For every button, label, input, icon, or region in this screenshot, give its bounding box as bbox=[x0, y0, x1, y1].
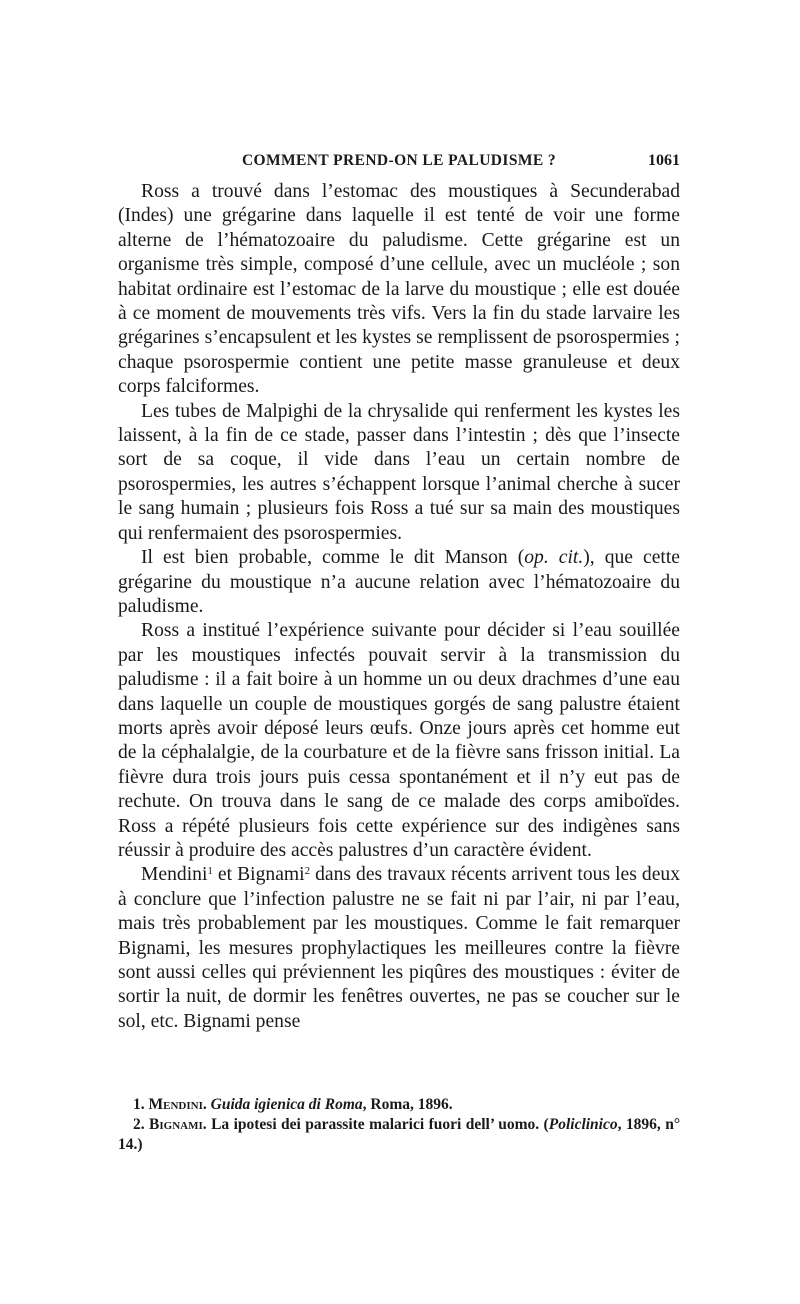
footnote-number: 1. bbox=[133, 1096, 145, 1113]
paragraph-text: dans des travaux récents arrivent tous les deux à conclure que l’infection palustre ne se fait ni par l’air, ni par l’eau, mais très probablement par les moustiques. Comme le fait remarquer Bignami, les mesures prophylactiques les meilleures contre la fièvre sont aussi celles qui préviennent les piqûres des moustiques : éviter de sortir la nuit, de dormir les fenêtres ouvertes, ne pas se coucher sur le sol, etc. Bignami pense bbox=[118, 864, 680, 1032]
footnote-reference: 1 bbox=[207, 865, 213, 878]
paragraph-mendini-bignami bbox=[118, 863, 680, 1034]
footnote-2 bbox=[118, 1115, 680, 1155]
paragraph-malpighi-tubes: Les tubes de Malpighi de la chrysalide qui renferment les kystes les laissent, à la fin de ce stade, passer dans l’intestin ; dès que l’insecte sort de sa coque, il vide dans l’eau un certain nombre de psorospermies, les autres s’échappent lorsque l’animal cherche à sucer le sang humain ; plusieurs fois Ross a tué sur sa main des moustiques qui renfermaient des psorospermies. bbox=[118, 400, 680, 544]
page-number: 1061 bbox=[648, 152, 680, 169]
paragraph-manson bbox=[118, 546, 680, 619]
paragraph-ross-experiment: Ross a institué l’expérience suivante pour décider si l’eau souillée par les moustiques infectés pouvait servir à la transmission du paludisme : il a fait boire à un homme un ou deux drachmes d’une eau dans laquelle un couple de moustiques gorgés de sang palustre étaient morts après avoir déposé leurs œufs. Onze jours après cet homme eut de la céphalalgie, de la courbature et de la fièvre sans frisson initial. La fièvre dura trois jours puis cessa spontanément et il n’y eut pas de rechute. On trouva dans le sang de ce malade des corps amiboïdes. Ross a répété plusieurs fois cette expérience sur des indigènes sans réussir à produire des accès palustres d’un caractère évident. bbox=[118, 620, 680, 861]
footnote-author: Bignami. bbox=[149, 1116, 207, 1133]
footnote-title: Guida igienica di Roma bbox=[210, 1096, 363, 1113]
footnote-1 bbox=[118, 1095, 680, 1115]
paragraph-text: ), que cette grégarine du moustique n’a aucune relation avec l’hématozoaire du paludisme. bbox=[118, 547, 680, 617]
footnote-number: 2. bbox=[133, 1116, 145, 1133]
body-text bbox=[118, 180, 680, 1034]
running-header bbox=[118, 152, 680, 176]
author-name: Mendini bbox=[141, 864, 208, 886]
author-name: et Bignami bbox=[212, 864, 305, 886]
footnote-author: Mendini. bbox=[148, 1096, 207, 1113]
citation-italic: op. cit. bbox=[524, 547, 584, 569]
footnote-journal: Policlinico bbox=[548, 1116, 618, 1133]
footnotes bbox=[118, 1095, 680, 1155]
running-title: COMMENT PREND-ON LE PALUDISME ? bbox=[241, 152, 557, 169]
footnote-text: La ipotesi dei parassite malarici fuori dell’ uomo. ( bbox=[211, 1116, 549, 1133]
footnote-rest: , 1896, n° 14.) bbox=[118, 1116, 681, 1153]
footnote-reference: 2 bbox=[304, 865, 311, 878]
paragraph-text: Il est bien probable, comme le dit Manson ( bbox=[141, 547, 525, 569]
footnote-rest: , Roma, 1896. bbox=[362, 1096, 453, 1113]
paragraph-ross-gregarine: Ross a trouvé dans l’estomac des moustiques à Secunderabad (Indes) une grégarine dans laquelle il est tenté de voir une forme alterne de l’hématozoaire du paludisme. Cette grégarine est un organisme très simple, composé d’une cellule, avec un mucléole ; son habitat ordinaire est l’estomac de la larve du moustique ; elle est douée à ce moment de mouvements très vifs. Vers la fin du stade larvaire les grégarines s’encapsulent et les kystes se remplissent de psorospermies ; chaque psorospermie contient une petite masse granuleuse et deux corps falciformes. bbox=[118, 181, 680, 398]
